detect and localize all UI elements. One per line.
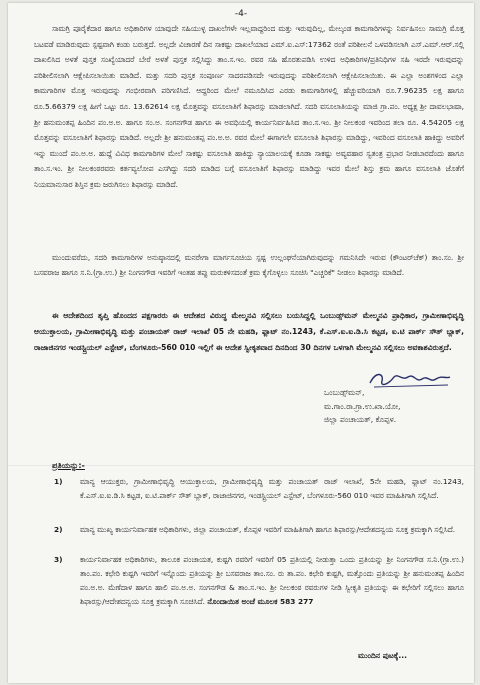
copy-item	[54, 523, 464, 537]
copies-heading: ಪ್ರತಿಯನ್ನು:-	[52, 461, 85, 470]
copy-item	[54, 475, 464, 503]
copy-item-number: 2)	[54, 525, 63, 534]
copy-item-text: ಮಾನ್ಯ ಮುಖ್ಯ ಕಾರ್ಯನಿರ್ವಾಹಕ ಅಧಿಕಾರಿಗಳು, ಜಿಲ್ಲಾ ಪಂಚಾಯತ್, ಕೊಪ್ಪಳ ಇವರಿಗೆ ಮಾಹಿತಿಗಾಗಿ ಹಾಗೂ ಶಿಫಾರಸ್ಸು/ಆದೇಶದನ್ವಯ ಸೂಕ್ತ ಕ್ರಮಕ್ಕಾಗಿ ಸಲ್ಲಿಸಿದೆ.	[80, 525, 456, 534]
copy-item-body: ಕಾರ್ಯನಿರ್ವಾಹಕ ಅಧಿಕಾರಿಗಳು, ತಾಲೂಕ ಪಂಚಾಯತ, ಕುಷ್ಟಗಿ ರವರಿಗೆ ಇವರಿಗೆ 05 ಪ್ರತಿಯಲ್ಲಿ ನೀಡುತ್ತಾ ಒಂದು ಪ್ರತಿಯನ್ನು ಶ್ರೀ ನಿಂಗನಗೌಡ ಸ.ನಿ.(ಗ್ರಾ.ಉ.) ತಾಂ.ಪಂ. ಕಛೇರಿ ಕುಷ್ಟಗಿ ಇವರಿಗೆ ಇನ್ನೊಂದು ಪ್ರತಿಯನ್ನು ಶ್ರೀ ಬಸವರಾಜ ತಾಂ.ಸಂ. ರು ತಾ.ಪಂ. ಕಛೇರಿ ಕುಷ್ಟಗಿ, ಮತ್ತೊಂದು ಪ್ರತಿಯನ್ನು ಶ್ರೀ ಹನುಮಂತಪ್ಪ ಹಿಂದಿನ ಪಂ.ಅ.ಅ. ಮೆಣೆದಾಳ ಹಾಗೂ ಹಾಲಿ ಪಂ.ಅ.ಅ. ಸಂಗನಗೌಡ & ತಾಂ.ಸ.ಇಂ. ಶ್ರೀ ನೀಲಕಂಠ ರವರುಗಳ ನೀಡಿ ಸ್ವೀಕೃತಿ ಪ್ರತಿಯನ್ನು ಈ ಕಛೇರಿಗೆ ಸಲ್ಲಿಸಲು ಹಾಗೂ ಶಿಫಾರಸ್ಸು/ಆದೇಶದನ್ವಯ ಸೂಕ್ತ ಕ್ರಮಕ್ಕಾಗಿ ಸೂಚಿಸಿದೆ.	[80, 555, 464, 606]
copy-item-number: 1)	[54, 477, 63, 486]
paragraph-warning-recommendation: ಮುಂದುವರೆದು, ಸದರಿ ಕಾಮಗಾರಿಗಳ ಅನುಷ್ಠಾನದಲ್ಲಿ ಮನರೇಗಾ ಮಾರ್ಗಸೂಚಿಯ ಸ್ಪಷ್ಟ ಉಲ್ಲಂಘನೆಯಾಗಿರುವುದನ್ನು ಗಮನಿಸಿದೇ ಇರುವ (ಕೌಂಟರ್‌ಚೆಕ್) ತಾಂ.ಸಂ. ಶ್ರೀ ಬಸವರಾಜ ಹಾಗೂ ಸ.ನಿ.(ಗ್ರಾ.ಉ.) ಶ್ರೀ ನಿಂಗನಗೌಡ ಇವರಿಗೆ ಇಂತಹ ತಪ್ಪು ಮರುಕಳಿಸದಂತೆ ಕ್ರಮ ಕೈಗೊಳ್ಳಲು ಸೂಚಿಸಿ "ಎಚ್ಚರಿಕೆ" ನೀಡಲು ಶಿಫಾರಸ್ಸು ಮಾಡಿದೆ.	[34, 253, 464, 278]
registered-post-note: ನೊಂದಾಯಿತ ಅಂಚೆ ಮೂಲಕ 583 277	[207, 597, 314, 606]
document-page	[8, 3, 474, 683]
copy-item-number: 3)	[54, 555, 63, 564]
continued-note: ಮುಂದಿನ ಪುಟಕ್ಕೆ...	[358, 651, 408, 660]
page-number: -4-	[234, 9, 248, 19]
signature-designation: ಮ.ಗಾಂ.ರಾ.ಗ್ರಾ.ಉ.ಖಾ.ಯೋ,	[324, 401, 401, 411]
copy-item	[54, 553, 464, 609]
copy-item-text	[80, 553, 464, 609]
copy-item-text: ಮಾನ್ಯ ಆಯುಕ್ತರು, ಗ್ರಾಮೀಣಾಭಿವೃದ್ಧಿ ಆಯುಕ್ತಾಲಯ, ಗ್ರಾಮೀಣಾಭಿವೃದ್ಧಿ ಮತ್ತು ಪಂಚಾಯತ್ ರಾಜ್ ಇಲಾಖೆ, 5ನೇ ಮಹಡಿ, ಫ್ಲಾಟ್ ನಂ.1243, ಕೆ.ಎಸ್.ಐ.ಐ.ಡಿ.ಸಿ ಕಟ್ಟಡ, ಐ.ಟಿ.ಪಾರ್ಕ್ ಸೌತ್ ಬ್ಲಾಕ್, ರಾಜಾಜಿನಗರ, ಇಂಡಸ್ಟ್ರಿಯಲ್ ಎಸ್ಟೇಟ್, ಬೆಂಗಳೂರು-560 010 ಇವರ ಮಾಹಿತಿಗಾಗಿ ಸಲ್ಲಿಸಿದೆ.	[80, 477, 464, 500]
signature-block	[324, 386, 464, 427]
signature-title: ಒಂಬುಡ್ಸ್‌ಮನ್,	[324, 388, 365, 397]
paragraph-recovery-recommendation: ಸಾಮಗ್ರಿ ಪೂರೈಕೆದಾರ ಹಾಗೂ ಅಧಿಕಾರಿಗಳ ಯಾವುದೇ ಸಹಿಯುಳ್ಳ ದಾಖಲೆಗಳೇ ಇಲ್ಲವಾದ್ದರಿಂದ ಮತ್ತು ಇರುವುದಿಲ್ಲ, ಮೇಲ್ಕಂಡ ಕಾಮಗಾರಿಗಳನ್ನು ನಿರ್ವಹಿಸಲು ಸಾಮಗ್ರಿ ಮೊತ್ತ ಬಟವಡೆ ಮಾಡಿರುವುದು ಸ್ಪಷ್ಟವಾಗಿ ಕಂಡು ಬರುತ್ತದೆ. ಅಲ್ಲದೇ ವಿಚಾರಣೆ ದಿನ ಸಾಕಷ್ಟು ದಾಖಲೆಯಾದ ಎಮ್.ಐ.ಎಸ್:17362 ರಂತೆ ಪರಿಶೀಲನೆ ಒಳಪಡಿಸಲಾಗಿ ಎಸ್.ಎಮ್.ಆರ್.ಸಲ್ಲಿ ದಾಖಲಿಸಿದ ಅಳತೆ ಪುಸ್ತಕ ಸಂಖ್ಯೆಯಾದರೆ ಬೇರೆ ಅಳತೆ ಪುಸ್ತಕ ಸಲ್ಲಿಸಿದ್ದು ತಾಂ.ಸ.ಇಂ. ರವರ ಸಹಿ ಹೊರತುಪಡಿಸಿ ಉಳಿದ ಅಧಿಕಾರಿಗಳ/ಪ್ರತಿನಿಧಿಗಳ ಸಹಿ ಇರದೇ ಇರುವುದನ್ನು ಪರಿಶೀಲಿಸಲಾಗಿ ಆಕ್ಷೇಪಿಸಲಾಯಿತು ಮಾಡಿದೆ. ಮತ್ತು ಸದರಿ ಪುಸ್ತಕ ಸಂಪೂರ್ಣ ಸಾದರಪಡಿಸದೇ ಇರುವುದನ್ನು ಪರಿಶೀಲಿಸಲಾಗಿ ಆಕ್ಷೇಪಿಸಲಾಯಿತು. ಈ ಎಲ್ಲಾ ಅಂಶಗಳಿಂದ ಎಲ್ಲಾ ಕಾಮಗಾರಿಗಳ ಮೊತ್ತ ಇರುವುದನ್ನು ಗಂಭೀರವಾಗಿ ಪರಿಗಣಿಸಿದೆ. ಆದ್ದರಿಂದ ಮೇಲೆ ನಮೂದಿಸಿದ ಎರಡು ಕಾಮಗಾರಿಗಳಲ್ಲಿ ಹೆಚ್ಚುವರಿಯಾಗಿ ರೂ.7.96235 ಲಕ್ಷ ಹಾಗೂ ರೂ.5.66379 ಲಕ್ಷ ಹೀಗೆ ಒಟ್ಟು ರೂ. 13.62614 ಲಕ್ಷ ಮೊತ್ತವನ್ನು ವಸೂಲಾತಿಗೆ ಶಿಫಾರಸ್ಸು ಮಾಡಲಾಗಿದೆ. ಸದರಿ ವಸೂಲಾತಿಯನ್ನು ಮಾಜಿ ಗ್ರಾ.ಪಂ. ಅಧ್ಯಕ್ಷ ಶ್ರೀ ದಾವಲಭಾಷಾ, ಶ್ರೀ ಹನುಮಂತಪ್ಪ ಹಿಂದಿನ ಪಂ.ಅ.ಅ. ಹಾಗೂ ಸಂ.ಅ. ಸಂಗನಗೌಡ ಹಾಗೂ ಈ ಅವಧಿಯಲ್ಲಿ ಕಾರ್ಯನಿರ್ವಹಿಸಿದ ತಾಂ.ಸ.ಇಂ. ಶ್ರೀ ನೀಲಕಂಠ ಇವರಿಂದ ತಲಾ ರೂ. 4.54205 ಲಕ್ಷ ಮೊತ್ತವನ್ನು ವಸೂಲಾತಿಗೆ ಶಿಫಾರಸ್ಸು ಮಾಡಿದೆ. ಅಲ್ಲದೇ ಶ್ರೀ ಹನುಮಂತಪ್ಪ ಪಂ.ಅ.ಅ. ರವರ ಮೇಲೆ ಈಗಾಗಲೇ ವಸೂಲಾತಿ ಶಿಫಾರಸ್ಸು ಮಾಡಿದ್ದು, ಇವರಿಂದ ವಸೂಲಾತಿ ಹಾಕಿದ್ದು ಅವರಿಗೆ ಇನ್ನು ಮುಂದೆ ಪಂ.ಅ.ಅ. ಹುದ್ದೆ ವಿವಿಧ ಕಾಮಗಾರಿಗಳ ಮೇಲೆ ಸಾಕಷ್ಟು ವಸೂಲಾತಿ ಹಾಕಿದ್ದು ನ್ಯಾಯಾಲಯಕ್ಕೆ ಕೂಡಾ ಸಾಕಷ್ಟು ಅವ್ಯವಹಾರ ಸ್ವತಂತ್ರ ಪ್ರಭಾರ ನೀಡಬಾರದೆಂದು ಹಾಗೂ ತಾಂ.ಸ.ಇಂ. ಶ್ರೀ ನೀಲಕಂಠರವರು ಕರ್ತವ್ಯಲೋಪ ಎಸಗಿದ್ದು ಸದರಿ ಮಾಡಿದ ಬಗ್ಗೆ ವಸೂಲಾತಿಗೆ ಶಿಫಾರಸ್ಸು ಮಾಡಿದ್ದು ಇವರ ಮೇಲೆ ಶಿಸ್ತು ಕ್ರಮ ಹಾಗೂ ವಸೂಲಾತಿ ಜೊತೆಗೆ ನಿಯಮಾನುಸಾರ ಶಿಸ್ತಿನ ಕ್ರಮ ಜರುಗಿಸಲು ಶಿಫಾರಸ್ಸು ಮಾಡಿದೆ.	[34, 24, 464, 189]
paragraph-appeal-notice: ಈ ಆದೇಶದಿಂದ ತೃಪ್ತಿ ಹೊಂದದ ಪಕ್ಷಗಾರರು ಈ ಆದೇಶದ ವಿರುದ್ಧ ಮೇಲ್ಮನವಿ ಸಲ್ಲಿಸಲು ಬಯಸಿದ್ದಲ್ಲಿ ಒಂಬುಡ್ಸ್‌ಮನ್ ಮೇಲ್ಮನವಿ ಪ್ರಾಧಿಕಾರ, ಗ್ರಾಮೀಣಾಭಿವೃದ್ಧಿ ಆಯುಕ್ತಾಲಯ, ಗ್ರಾಮೀಣಾಭಿವೃದ್ಧಿ ಮತ್ತು ಪಂಚಾಯತ್ ರಾಜ್ ಇಲಾಖೆ 05 ನೇ ಮಹಡಿ, ಫ್ಲಾಟ್ ನಂ.1243, ಕೆ.ಎಸ್.ಐ.ಐ.ಡಿ.ಸಿ ಕಟ್ಟಡ, ಐ.ಟಿ ಪಾರ್ಕ್ ಸೌತ್ ಬ್ಲಾಕ್, ರಾಜಾಜಿನಗರ ಇಂಡಸ್ಟ್ರಿಯಲ್ ಎಸ್ಟೇಟ್, ಬೆಂಗಳೂರು-560 010 ಇಲ್ಲಿಗೆ ಈ ಆದೇಶ ಸ್ವೀಕೃತವಾದ ದಿನದಿಂದ 30 ದಿನಗಳ ಒಳಗಾಗಿ ಮೇಲ್ಮನವಿ ಸಲ್ಲಿಸಲು ಅವಕಾಶವಿರುತ್ತದೆ.	[34, 311, 464, 352]
signature-office: ಜಿಲ್ಲಾ ಪಂಚಾಯತ್, ಕೊಪ್ಪಳ.	[324, 415, 397, 425]
